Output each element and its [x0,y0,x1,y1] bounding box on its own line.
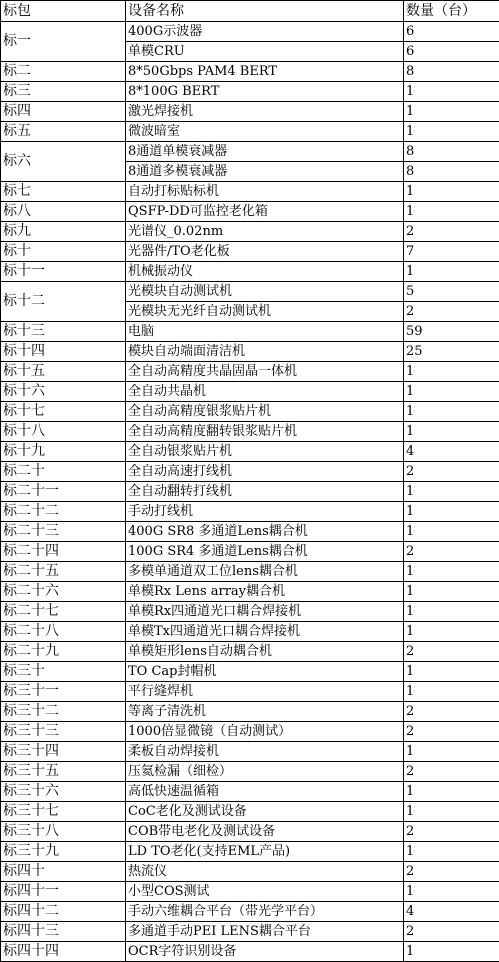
quantity-cell: 1 [404,122,499,142]
header-package: 标包 [1,1,126,22]
table-row [1,762,499,782]
equipment-name-cell: 全自动高精度翻转银浆贴片机 [126,422,404,442]
table-row [1,402,499,422]
table-row [1,322,499,342]
package-cell: 标三十二 [1,702,126,722]
quantity-cell: 8 [404,142,499,162]
table-row [1,822,499,842]
quantity-cell: 1 [404,882,499,902]
equipment-name-cell: 手动六维耦合平台（带光学平台） [126,902,404,922]
table-row [1,602,499,622]
table-row [1,442,499,462]
package-cell: 标四十 [1,862,126,882]
quantity-cell: 59 [404,322,499,342]
package-cell: 标三十七 [1,802,126,822]
quantity-cell: 1 [404,82,499,102]
package-cell: 标十六 [1,382,126,402]
quantity-cell: 2 [404,862,499,882]
table-row [1,242,499,262]
equipment-name-cell: CoC老化及测试设备 [126,802,404,822]
table-row [1,642,499,662]
equipment-name-cell: 压氦检漏（细检） [126,762,404,782]
equipment-name-cell: 柔板自动焊接机 [126,742,404,762]
table-row [1,622,499,642]
equipment-name-cell: 平行缝焊机 [126,682,404,702]
quantity-cell: 2 [404,542,499,562]
table-row [1,522,499,542]
quantity-cell: 2 [404,702,499,722]
quantity-cell: 1 [404,802,499,822]
table-body [1,22,499,962]
table-row [1,182,499,202]
package-cell: 标十一 [1,262,126,282]
equipment-name-cell: TO Cap封帽机 [126,662,404,682]
package-cell: 标三十一 [1,682,126,702]
equipment-name-cell: 热流仪 [126,862,404,882]
equipment-name-cell: OCR字符识别设备 [126,942,404,962]
quantity-cell: 1 [404,582,499,602]
package-cell: 标十四 [1,342,126,362]
package-cell: 标一 [1,22,126,62]
package-cell: 标十三 [1,322,126,342]
equipment-name-cell: 全自动高精度共晶固晶一体机 [126,362,404,382]
package-cell: 标七 [1,182,126,202]
table-row [1,462,499,482]
table-row [1,542,499,562]
table-row [1,202,499,222]
quantity-cell: 1 [404,482,499,502]
package-cell: 标六 [1,142,126,182]
package-cell: 标二十三 [1,522,126,542]
quantity-cell: 1 [404,602,499,622]
equipment-name-cell: 单模Rx Lens array耦合机 [126,582,404,602]
equipment-name-cell: 100G SR4 多通道Lens耦合机 [126,542,404,562]
equipment-name-cell: 光器件/TO老化板 [126,242,404,262]
package-cell: 标三十八 [1,822,126,842]
equipment-name-cell: 单模CRU [126,42,404,62]
quantity-cell: 2 [404,822,499,842]
quantity-cell: 1 [404,842,499,862]
quantity-cell: 25 [404,342,499,362]
quantity-cell: 1 [404,102,499,122]
table-row [1,422,499,442]
table-row [1,502,499,522]
package-cell: 标三十九 [1,842,126,862]
package-cell: 标四 [1,102,126,122]
quantity-cell: 4 [404,902,499,922]
quantity-cell: 2 [404,462,499,482]
package-cell: 标二十八 [1,622,126,642]
package-cell: 标十二 [1,282,126,322]
equipment-name-cell: 机械振动仪 [126,262,404,282]
table-row [1,802,499,822]
table-row [1,902,499,922]
package-cell: 标三十五 [1,762,126,782]
equipment-name-cell: 8通道单模衰减器 [126,142,404,162]
quantity-cell: 8 [404,162,499,182]
equipment-name-cell: 自动打标贴标机 [126,182,404,202]
quantity-cell: 1 [404,562,499,582]
quantity-cell: 6 [404,42,499,62]
package-cell: 标三十六 [1,782,126,802]
package-cell: 标二 [1,62,126,82]
equipment-name-cell: 全自动高精度银浆贴片机 [126,402,404,422]
quantity-cell: 1 [404,382,499,402]
package-cell: 标二十五 [1,562,126,582]
quantity-cell: 2 [404,222,499,242]
equipment-name-cell: 电脑 [126,322,404,342]
table-row [1,842,499,862]
package-cell: 标四十四 [1,942,126,962]
package-cell: 标四十一 [1,882,126,902]
equipment-name-cell: 8*50Gbps PAM4 BERT [126,62,404,82]
table-row [1,62,499,82]
equipment-name-cell: COB带电老化及测试设备 [126,822,404,842]
equipment-name-cell: 多通道手动PEI LENS耦合平台 [126,922,404,942]
quantity-cell: 5 [404,282,499,302]
equipment-name-cell: 光模块无光纤自动测试机 [126,302,404,322]
quantity-cell: 1 [404,782,499,802]
equipment-name-cell: 微波暗室 [126,122,404,142]
header-quantity: 数量（台） [404,1,499,22]
quantity-cell: 2 [404,762,499,782]
equipment-name-cell: 8通道多模衰减器 [126,162,404,182]
table-row [1,702,499,722]
equipment-name-cell: 多模单通道双工位lens耦合机 [126,562,404,582]
equipment-name-cell: 光谱仪_0.02nm [126,222,404,242]
equipment-name-cell: 全自动翻转打线机 [126,482,404,502]
table-row [1,82,499,102]
quantity-cell: 1 [404,262,499,282]
quantity-cell: 4 [404,442,499,462]
quantity-cell: 2 [404,722,499,742]
table-row [1,742,499,762]
equipment-name-cell: 等离子清洗机 [126,702,404,722]
table-row [1,342,499,362]
package-cell: 标二十七 [1,602,126,622]
quantity-cell: 1 [404,682,499,702]
table-row [1,102,499,122]
quantity-cell: 1 [404,422,499,442]
header-row [1,1,499,22]
quantity-cell: 1 [404,502,499,522]
table-row [1,582,499,602]
equipment-name-cell: 手动打线机 [126,502,404,522]
package-cell: 标三 [1,82,126,102]
package-cell: 标二十一 [1,482,126,502]
equipment-name-cell: 光模块自动测试机 [126,282,404,302]
table-row [1,922,499,942]
table-row [1,682,499,702]
equipment-name-cell: 激光焊接机 [126,102,404,122]
table-row [1,942,499,962]
quantity-cell: 2 [404,922,499,942]
quantity-cell: 1 [404,202,499,222]
package-cell: 标二十九 [1,642,126,662]
package-cell: 标五 [1,122,126,142]
table-row [1,222,499,242]
package-cell: 标二十 [1,462,126,482]
equipment-name-cell: 全自动高速打线机 [126,462,404,482]
table-row [1,662,499,682]
table-row [1,22,499,42]
equipment-name-cell: 高低快速温循箱 [126,782,404,802]
table-row [1,782,499,802]
quantity-cell: 7 [404,242,499,262]
quantity-cell: 2 [404,302,499,322]
quantity-cell: 1 [404,362,499,382]
equipment-name-cell: 小型COS测试 [126,882,404,902]
package-cell: 标三十三 [1,722,126,742]
table-row [1,882,499,902]
equipment-name-cell: 全自动共晶机 [126,382,404,402]
table-row [1,722,499,742]
table-row [1,262,499,282]
quantity-cell: 1 [404,402,499,422]
table-row [1,562,499,582]
package-cell: 标三十 [1,662,126,682]
package-cell: 标四十二 [1,902,126,922]
package-cell: 标八 [1,202,126,222]
package-cell: 标四十三 [1,922,126,942]
quantity-cell: 1 [404,522,499,542]
package-cell: 标十五 [1,362,126,382]
table-row [1,362,499,382]
equipment-name-cell: LD TO老化(支持EML产品) [126,842,404,862]
equipment-name-cell: QSFP-DD可监控老化箱 [126,202,404,222]
equipment-name-cell: 400G SR8 多通道Lens耦合机 [126,522,404,542]
table-row [1,122,499,142]
table-row [1,282,499,302]
table-row [1,862,499,882]
quantity-cell: 1 [404,622,499,642]
equipment-name-cell: 单模Tx四通道光口耦合焊接机 [126,622,404,642]
package-cell: 标十七 [1,402,126,422]
equipment-name-cell: 全自动银浆贴片机 [126,442,404,462]
package-cell: 标九 [1,222,126,242]
table-row [1,382,499,402]
table-row [1,482,499,502]
equipment-name-cell: 1000倍显微镜（自动测试） [126,722,404,742]
quantity-cell: 2 [404,642,499,662]
header-equipment: 设备名称 [126,1,404,22]
equipment-name-cell: 单模矩形lens自动耦合机 [126,642,404,662]
quantity-cell: 6 [404,22,499,42]
equipment-name-cell: 单模Rx四通道光口耦合焊接机 [126,602,404,622]
package-cell: 标二十二 [1,502,126,522]
table-row [1,142,499,162]
equipment-name-cell: 模块自动端面清洁机 [126,342,404,362]
package-cell: 标二十四 [1,542,126,562]
quantity-cell: 1 [404,942,499,962]
package-cell: 标三十四 [1,742,126,762]
quantity-cell: 8 [404,62,499,82]
equipment-name-cell: 400G示波器 [126,22,404,42]
package-cell: 标十 [1,242,126,262]
quantity-cell: 1 [404,742,499,762]
package-cell: 标十九 [1,442,126,462]
quantity-cell: 1 [404,182,499,202]
quantity-cell: 1 [404,662,499,682]
package-cell: 标二十六 [1,582,126,602]
equipment-name-cell: 8*100G BERT [126,82,404,102]
package-cell: 标十八 [1,422,126,442]
